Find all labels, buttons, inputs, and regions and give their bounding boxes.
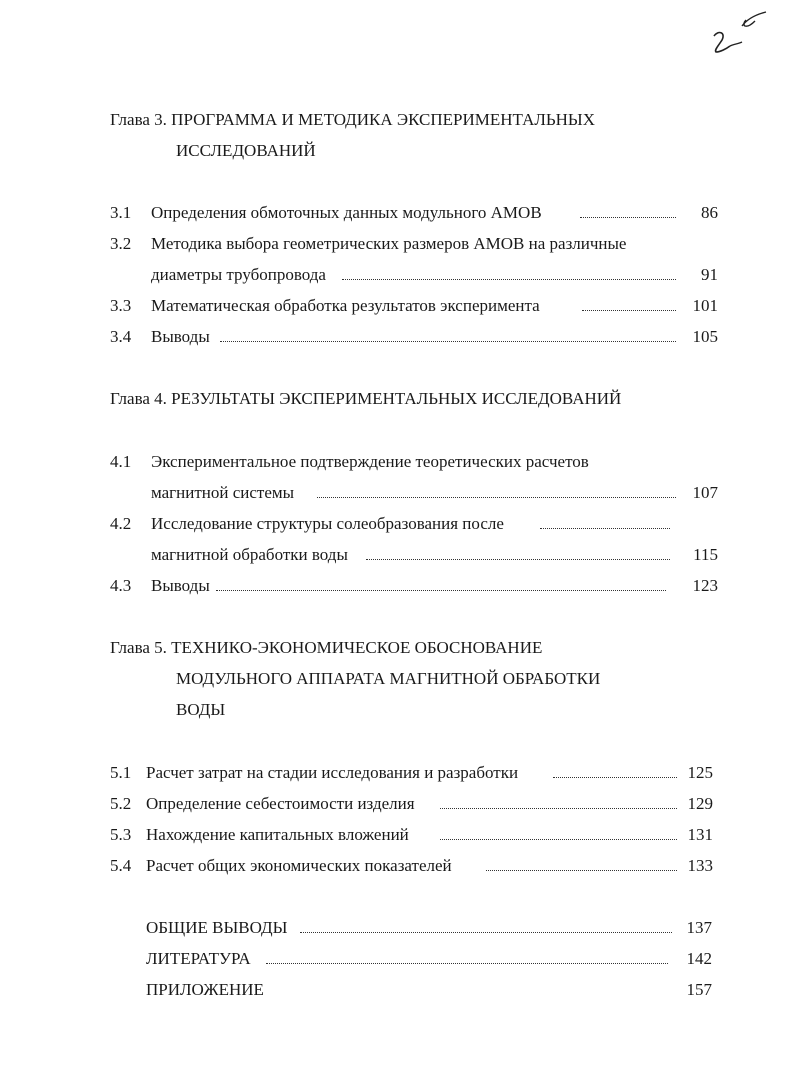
- dot-leader: [342, 279, 676, 280]
- entry-title: Методика выбора геометрических размеров АМОВ на различные: [151, 234, 627, 253]
- page-number: 125: [687, 763, 713, 782]
- toc-entry-3-1: [110, 197, 718, 228]
- entry-number: 5.3: [110, 825, 132, 844]
- toc-entry-4-2: [110, 508, 718, 539]
- entry-title-cont: магнитной обработки воды: [151, 545, 348, 564]
- dot-leader: [300, 932, 672, 933]
- toc-entry-4-2-cont: [110, 539, 718, 570]
- dot-leader: [486, 870, 677, 871]
- dot-leader: [582, 310, 676, 311]
- page-number: 107: [692, 483, 718, 502]
- entry-title: Определение себестоимости изделия: [146, 794, 415, 813]
- entry-number: 3.1: [110, 203, 132, 222]
- toc-entry-5-2: [110, 788, 713, 819]
- entry-title: Математическая обработка результатов эксперимента: [151, 296, 540, 315]
- toc-entry-5-3: [110, 819, 713, 850]
- page-number: 133: [687, 856, 713, 875]
- chapter-5-title-line3: ВОДЫ: [176, 700, 226, 719]
- chapter-4-title-line1: Глава 4. РЕЗУЛЬТАТЫ ЭКСПЕРИМЕНТАЛЬНЫХ ИССЛЕДОВАНИЙ: [110, 389, 622, 408]
- page-number: 137: [686, 918, 712, 937]
- entry-title: Нахождение капитальных вложений: [146, 825, 409, 844]
- entry-title: ПРИЛОЖЕНИЕ: [146, 980, 264, 999]
- entry-title: Определения обмоточных данных модульного АМОВ: [151, 203, 542, 222]
- page-number: 91: [701, 265, 718, 284]
- entry-title: ОБЩИЕ ВЫВОДЫ: [146, 918, 288, 937]
- chapter-3-title-line1: Глава 3. ПРОГРАММА И МЕТОДИКА ЭКСПЕРИМЕНТАЛЬНЫХ: [110, 110, 596, 129]
- toc-entry-4-1-cont: [110, 477, 718, 508]
- toc-entry-3-4: [110, 321, 718, 352]
- page-number: 86: [701, 203, 718, 222]
- page-number: 157: [686, 980, 712, 999]
- page-number: 131: [687, 825, 713, 844]
- entry-number: 3.2: [110, 234, 132, 253]
- toc-entry-literature: [146, 943, 712, 974]
- chapter-3-title-line2: ИССЛЕДОВАНИЙ: [176, 141, 316, 160]
- entry-title-cont: диаметры трубопровода: [151, 265, 326, 284]
- chapter-5-title-line1: Глава 5. ТЕХНИКО-ЭКОНОМИЧЕСКОЕ ОБОСНОВАНИЕ: [110, 638, 543, 657]
- page-number: 115: [693, 545, 718, 564]
- toc-entry-3-3: [110, 290, 718, 321]
- toc-entry-conclusions: [146, 912, 712, 943]
- entry-title-cont: магнитной системы: [151, 483, 295, 502]
- entry-number: 3.4: [110, 327, 132, 346]
- chapter-5-heading: [110, 632, 600, 725]
- toc-entry-3-2: [110, 228, 718, 259]
- entry-title: Экспериментальное подтверждение теоретических расчетов: [151, 452, 589, 471]
- dot-leader: [553, 777, 677, 778]
- toc-entry-4-1: [110, 446, 718, 477]
- entry-title: Расчет общих экономических показателей: [146, 856, 452, 875]
- dot-leader: [216, 590, 666, 591]
- dot-leader: [366, 559, 670, 560]
- handwritten-page-number: [708, 8, 768, 56]
- entry-title: Выводы: [151, 576, 210, 595]
- page-number: 123: [692, 576, 718, 595]
- entry-number: 5.1: [110, 763, 132, 782]
- dot-leader: [440, 839, 677, 840]
- chapter-4-heading: [110, 383, 621, 414]
- entry-number: 5.4: [110, 856, 132, 875]
- chapter-5-title-line2: МОДУЛЬНОГО АППАРАТА МАГНИТНОЙ ОБРАБОТКИ: [176, 669, 601, 688]
- dot-leader: [266, 963, 668, 964]
- toc-entry-3-2-cont: [110, 259, 718, 290]
- entry-number: 5.2: [110, 794, 132, 813]
- entry-number: 3.3: [110, 296, 132, 315]
- entry-number: 4.1: [110, 452, 132, 471]
- entry-title: Выводы: [151, 327, 210, 346]
- entry-title: Расчет затрат на стадии исследования и разработки: [146, 763, 519, 782]
- entry-title: ЛИТЕРАТУРА: [146, 949, 251, 968]
- dot-leader: [580, 217, 676, 218]
- toc-entry-appendix: [146, 974, 712, 1005]
- page-number: 101: [692, 296, 718, 315]
- entry-number: 4.2: [110, 514, 132, 533]
- chapter-3-heading: [110, 104, 595, 166]
- dot-leader: [440, 808, 677, 809]
- toc-entry-5-1: [110, 757, 713, 788]
- entry-number: 4.3: [110, 576, 132, 595]
- dot-leader: [540, 528, 670, 529]
- dot-leader: [317, 497, 676, 498]
- toc-entry-5-4: [110, 850, 713, 881]
- page-number: 142: [686, 949, 712, 968]
- toc-entry-4-3: [110, 570, 718, 601]
- page-number: 105: [692, 327, 718, 346]
- dot-leader: [220, 341, 676, 342]
- entry-title: Исследование структуры солеобразования после: [151, 514, 504, 533]
- page-number: 129: [687, 794, 713, 813]
